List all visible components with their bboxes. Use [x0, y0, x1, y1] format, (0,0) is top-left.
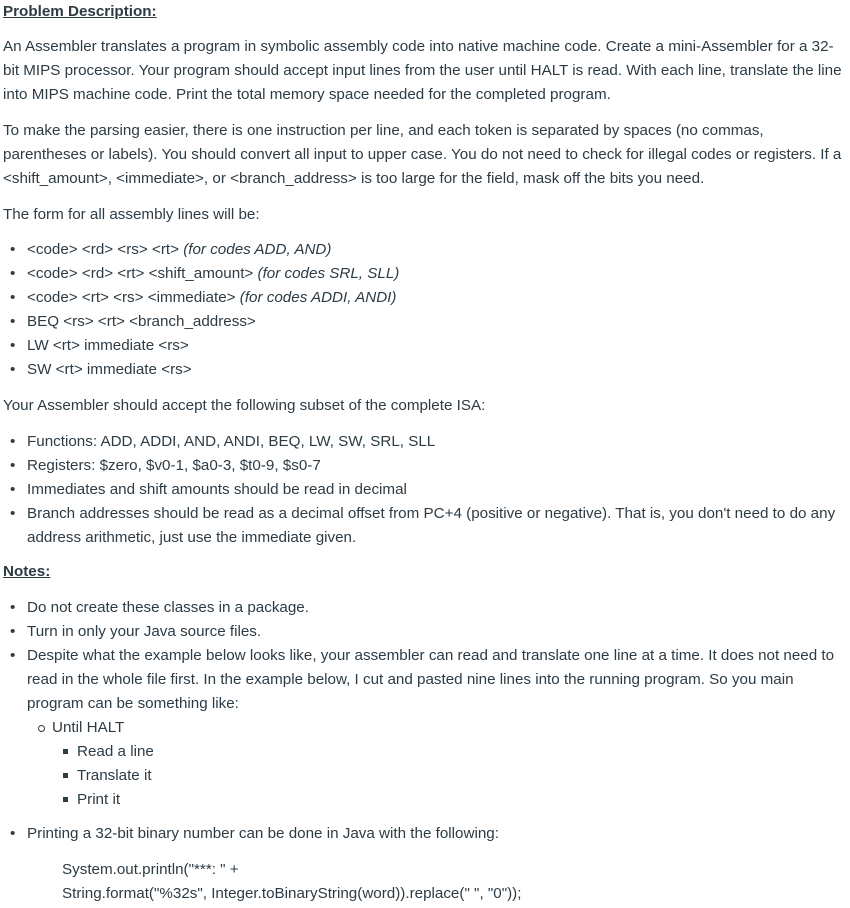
list-item: [27, 358, 846, 382]
list-item: [27, 238, 846, 262]
form-note: (for codes SRL, SLL): [257, 265, 400, 282]
intro-paragraph: An Assembler translates a program in symbolic assembly code into native machine code. Create a mini-Assembler for a 32-bit MIPS processor. Your program should accept input lines from the user until HALT is read. With each line, translate the line into MIPS machine code. Print the total memory space needed for the completed program.: [3, 38, 842, 103]
list-item: • Immediates and shift amounts should be read in decimal: [27, 478, 846, 502]
code-line: System.out.println("***: " +: [62, 861, 239, 878]
form-syntax: BEQ <rs> <rt> <branch_address>: [27, 313, 256, 330]
list-item: Print it: [77, 788, 846, 812]
list-item: • Turn in only your Java source files.: [27, 620, 846, 644]
notes-heading: Notes:: [3, 563, 51, 580]
form-note: (for codes ADDI, ANDI): [239, 289, 397, 306]
list-item: [27, 310, 846, 334]
note-text: Despite what the example below looks like, your assembler can read and translate one line at a time. It does not need to read in the whole file first. In the example below, I cut and pasted nine lines into the running program. So you main program can be something like:: [27, 647, 835, 712]
code-snippet: [27, 858, 846, 906]
code-line: String.format("%32s", Integer.toBinaryString(word)).replace(" ", "0"));: [62, 885, 522, 902]
form-syntax: <code> <rd> <rs> <rt>: [27, 241, 184, 258]
loop-list: [27, 716, 846, 812]
list-item: [52, 716, 846, 812]
parsing-paragraph: To make the parsing easier, there is one instruction per line, and each token is separated by spaces (no commas, parentheses or labels). You should convert all input to upper case. You do not need to check for illegal codes or registers. If a <shift_amount>, <immediate>, or <branch_address> is too large for the field, mask off the bits you need.: [3, 122, 842, 187]
form-syntax: <code> <rd> <rt> <shift_amount>: [27, 265, 258, 282]
problem-heading: Problem Description:: [3, 3, 157, 20]
list-item: [27, 286, 846, 310]
list-item: • Branch addresses should be read as a decimal offset from PC+4 (positive or negative). That is, you don't need to do any address arithmetic, just use the immediate given.: [27, 502, 846, 550]
list-item: • Registers: $zero, $v0-1, $a0-3, $t0-9, $s0-7: [27, 454, 846, 478]
notes-list: [3, 596, 846, 906]
list-item: [27, 262, 846, 286]
form-list: [3, 238, 846, 382]
list-item: [27, 644, 846, 812]
list-item: Read a line: [77, 740, 846, 764]
list-item: • Functions: ADD, ADDI, AND, ANDI, BEQ, LW, SW, SRL, SLL: [27, 430, 846, 454]
list-item: • Do not create these classes in a package.: [27, 596, 846, 620]
isa-intro: Your Assembler should accept the following subset of the complete ISA:: [3, 397, 486, 414]
loop-steps: [52, 740, 846, 812]
form-note: (for codes ADD, AND): [183, 241, 332, 258]
form-syntax: LW <rt> immediate <rs>: [27, 337, 189, 354]
list-item: [27, 334, 846, 358]
form-syntax: <code> <rt> <rs> <immediate>: [27, 289, 240, 306]
isa-list: [3, 430, 846, 550]
form-intro: The form for all assembly lines will be:: [3, 206, 260, 223]
form-syntax: SW <rt> immediate <rs>: [27, 361, 192, 378]
list-item: [27, 822, 846, 906]
loop-label: Until HALT: [52, 719, 125, 736]
list-item: Translate it: [77, 764, 846, 788]
note-text: Printing a 32-bit binary number can be done in Java with the following:: [27, 825, 499, 842]
